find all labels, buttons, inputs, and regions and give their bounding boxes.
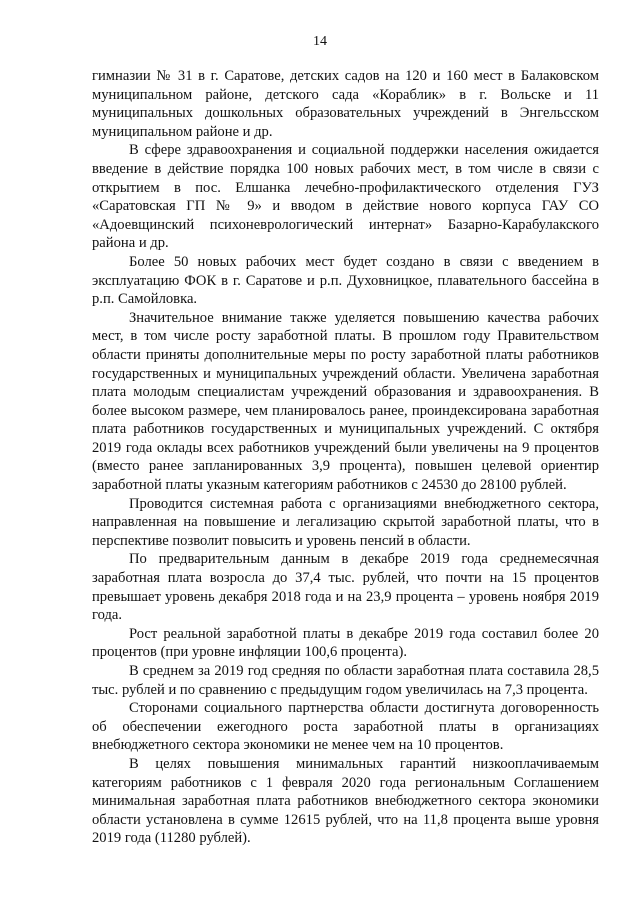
paragraph-sports-facilities: Более 50 новых рабочих мест будет создано в связи с введением в эксплуатацию ФОК в г. Саратове и р.п. Духовницкое, плавательного бассейна в р.п. Самойловка. [92, 253, 599, 308]
paragraph-healthcare-jobs: В сфере здравоохранения и социальной поддержки населения ожидается введение в действие порядка 100 новых рабочих мест, в том числе в связи с открытием в пос. Елшанка лечебно-профилактического отделения ГУЗ «Саратовская ГП № 9» и вводом в действие нового корпуса ГАУ СО «Адоевщинский психоневрологический интернат» Базарно-Карабулакского района и др. [92, 142, 599, 252]
paragraph-annual-average-wage: В среднем за 2019 год средняя по области заработная плата составила 28,5 тыс. рублей и по сравнению с предыдущим годом увеличилась на 7,3 процента. [92, 663, 599, 698]
paragraph-minimum-wage: В целях повышения минимальных гарантий низкооплачиваемым категориям работников с 1 февраля 2020 года региональным Соглашением минимальная заработная плата работников внебюджетного сектора экономики области установлена в сумме 12615 рублей, что на 11,8 процента выше уровня 2019 года (11280 рублей). [92, 755, 599, 847]
paragraph-social-partnership: Сторонами социального партнерства области достигнута договоренность об обеспечении ежегодного роста заработной платы в организациях внебюджетного сектора экономики не менее чем на 10 процентов. [92, 700, 599, 754]
page-number: 14 [313, 34, 327, 49]
paragraph-off-budget-sector: Проводится системная работа с организациями внебюджетного сектора, направленная на повышение и легализацию скрытой заработной платы, что в перспективе позволит повысить и уровень пенсий в области. [92, 495, 599, 549]
paragraph-wage-growth-measures: Значительное внимание также уделяется повышению качества рабочих мест, в том числе росту заработной платы. В прошлом году Правительством области приняты дополнительные меры по росту заработной платы работников государственных и муниципальных учреждений области. Увеличена заработная плата молодым специалистам учреждений образования и здравоохранения. В более высоком размере, чем планировалось ранее, проиндексирована заработная плата работников государственных и муниципальных учреждений. С октября 2019 года оклады всех работников учреждений были увеличены на 9 процентов (вместо ранее запланированных 3,9 процента), повышен целевой ориентир заработной платы указным категориям работников с 24530 до 28100 рублей. [92, 309, 599, 494]
paragraph-december-average-wage: По предварительным данным в декабре 2019 года среднемесячная заработная плата возросла до 37,4 тыс. рублей, что почти на 15 процентов превышает уровень декабря 2018 года и на 23,9 процента – уровень ноября 2019 года. [92, 551, 599, 624]
paragraph-real-wage-growth: Рост реальной заработной платы в декабре 2019 года составил более 20 процентов (при уровне инфляции 100,6 процента). [92, 625, 599, 661]
paragraph-schools-continuation: гимназии № 31 в г. Саратове, детских садов на 120 и 160 мест в Балаковском муниципальном районе, детского сада «Кораблик» в г. Вольске и 11 муниципальных дошкольных образовательных учреждений в Энгельсском муниципальном районе и др. [92, 68, 599, 140]
document-body [92, 67, 599, 848]
